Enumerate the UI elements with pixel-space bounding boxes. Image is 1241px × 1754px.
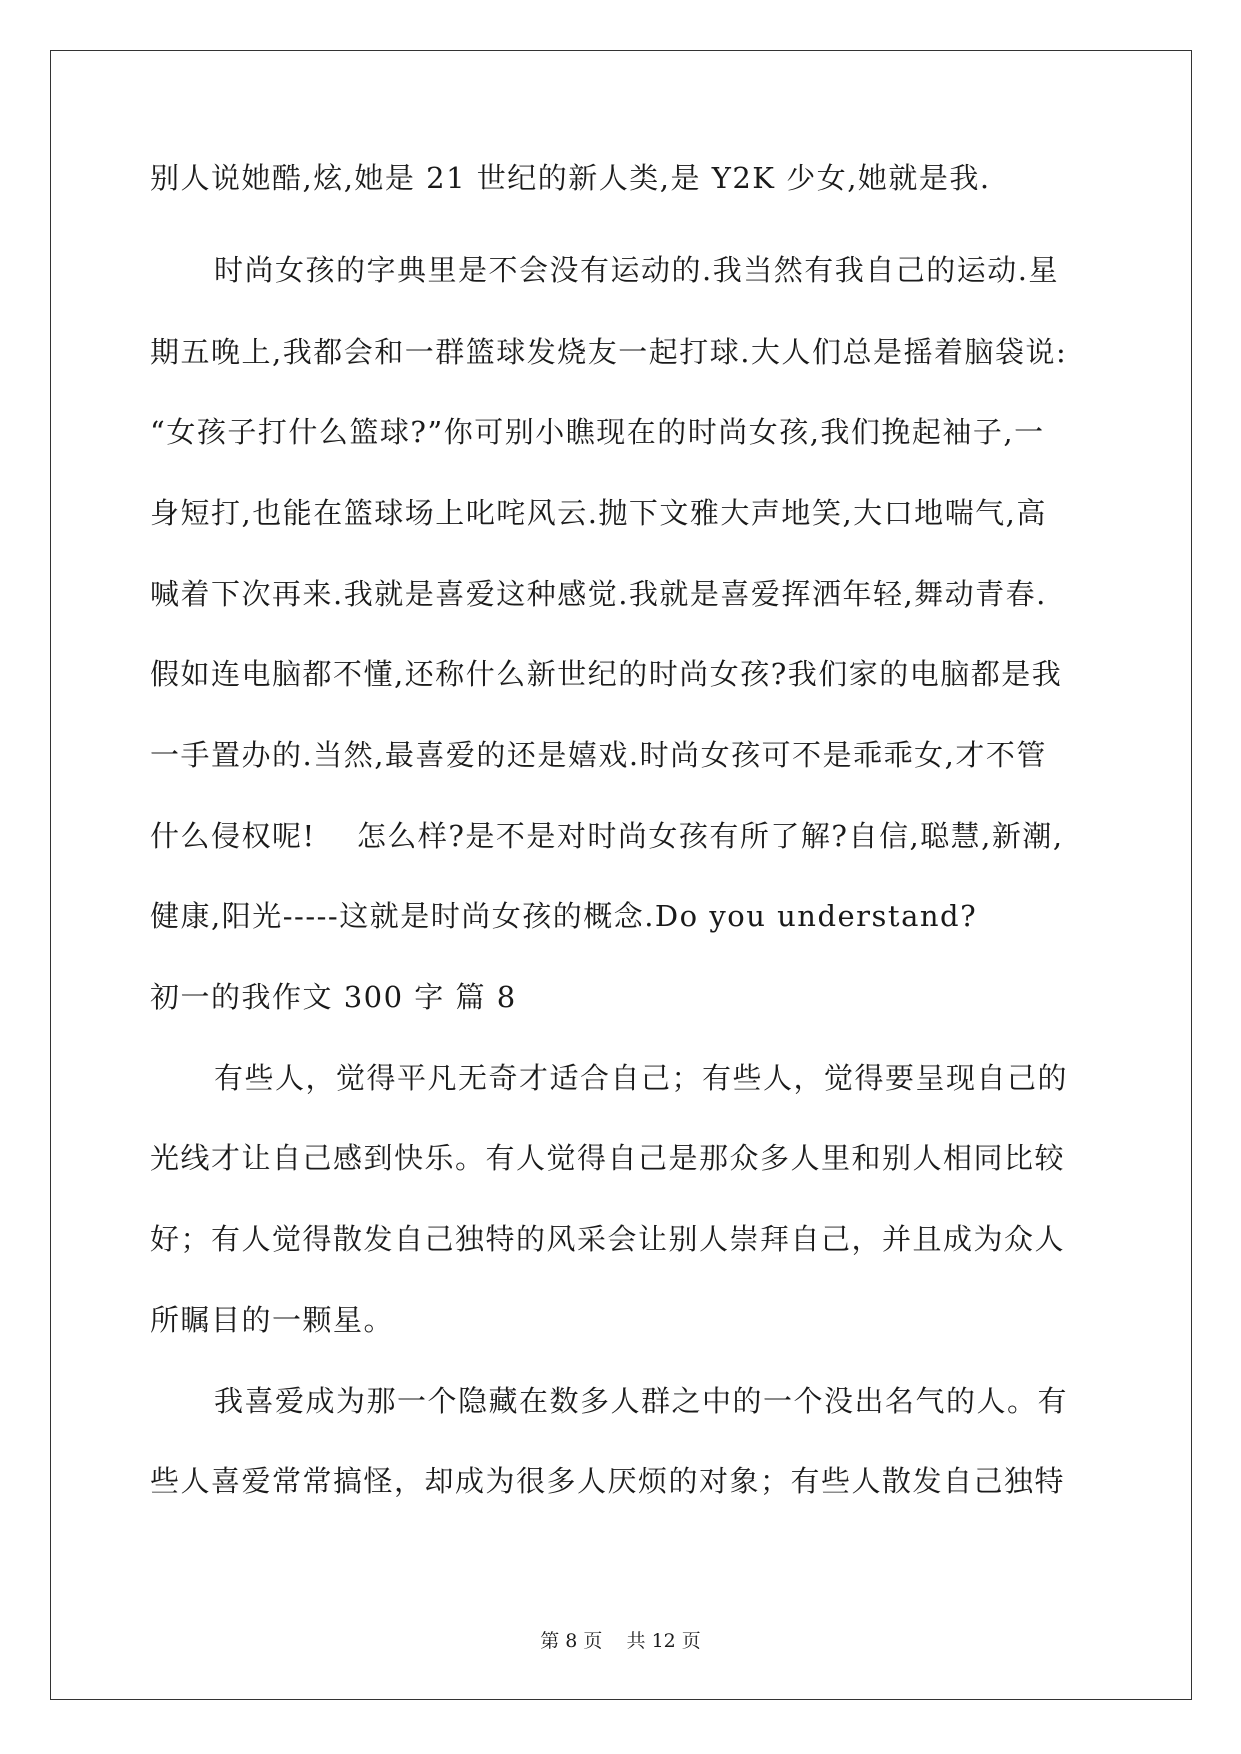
text-line: 期五晚上,我都会和一群篮球发烧友一起打球.大人们总是摇着脑袋说:	[150, 335, 1068, 369]
text-line: 些人喜爱常常搞怪，却成为很多人厌烦的对象；有些人散发自己独特	[150, 1464, 1066, 1498]
text-line: 我喜爱成为那一个隐藏在数多人群之中的一个没出名气的人。有	[214, 1384, 1069, 1418]
text-line: 什么侵权呢! 怎么样?是不是对时尚女孩有所了解?自信,聪慧,新潮,	[150, 819, 1064, 853]
text-line: 所瞩目的一颗星。	[150, 1303, 395, 1337]
page-number-footer: 第 8 页 共 12 页	[540, 1630, 701, 1652]
page-border	[50, 50, 1192, 1700]
text-line: 有些人，觉得平凡无奇才适合自己；有些人，觉得要呈现自己的	[214, 1061, 1069, 1095]
section-heading: 初一的我作文 300 字 篇 8	[150, 980, 517, 1014]
text-line: 光线才让自己感到快乐。有人觉得自己是那众多人里和别人相同比较	[150, 1141, 1066, 1175]
text-line: 假如连电脑都不懂,还称什么新世纪的时尚女孩?我们家的电脑都是我	[150, 657, 1063, 691]
text-line: 健康,阳光-----这就是时尚女孩的概念.Do you understand?	[150, 899, 978, 933]
text-line: 别人说她酷,炫,她是 21 世纪的新人类,是 Y2K 少女,她就是我.	[150, 161, 991, 195]
text-line: 身短打,也能在篮球场上叱咤风云.抛下文雅大声地笑,大口地喘气,高	[150, 496, 1047, 530]
text-line: 时尚女孩的字典里是不会没有运动的.我当然有我自己的运动.星	[214, 253, 1059, 287]
text-line: 好；有人觉得散发自己独特的风采会让别人崇拜自己，并且成为众人	[150, 1222, 1066, 1256]
text-line: “女孩子打什么篮球?”你可别小瞧现在的时尚女孩,我们挽起袖子,一	[150, 415, 1045, 449]
text-line: 一手置办的.当然,最喜爱的还是嬉戏.时尚女孩可不是乖乖女,才不管	[150, 738, 1047, 772]
text-line: 喊着下次再来.我就是喜爱这种感觉.我就是喜爱挥洒年轻,舞动青春.	[150, 577, 1047, 611]
